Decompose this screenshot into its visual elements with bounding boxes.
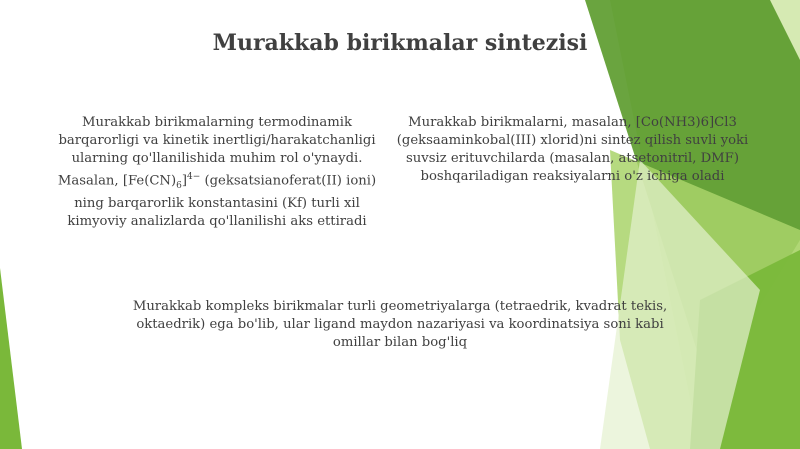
- paragraph-left-text-1: Murakkab birikmalarning termodinamik barqarorligi va kinetik inertligi/harakatchanligi ularning qo'llanilishida muhim rol o'ynaydi. Masalan,: [57, 115, 376, 189]
- paragraph-left: [50, 114, 384, 231]
- slide-title: Murakkab birikmalar sintezisi: [212, 30, 588, 56]
- paragraph-left-text-2: (geksatsianoferat(II) ioni) ning barqarorlik konstantasini (Kf) turli xil kimyoviy analizlarda qo'llanilishi aks ettiradi: [67, 173, 377, 230]
- paragraph-right: Murakkab birikmalarni, masalan, [Co(NH3)6]Cl3 (geksaaminkobal(III) xlorid)ni sintez qilish suvli yoki suvsiz erituvchilarda (masalan, atsetonitril, DMF) boshqariladigan reaksiyalarni o'z ichiga oladi: [396, 115, 749, 184]
- paragraph-bottom: Murakkab kompleks birikmalar turli geometriyalarga (tetraedrik, kvadrat tekis, oktaedrik) ega bo'lib, ular ligand maydon nazariyasi va koordinatsiya soni kabi omillar bilan bog'liq: [132, 299, 668, 350]
- formula-superscript: 4−: [187, 172, 201, 182]
- left-green-wedge: [0, 268, 22, 449]
- formula-subscript: 6: [176, 181, 182, 192]
- formula-main: [Fe(CN): [122, 173, 177, 189]
- formula-close: ]: [181, 173, 187, 189]
